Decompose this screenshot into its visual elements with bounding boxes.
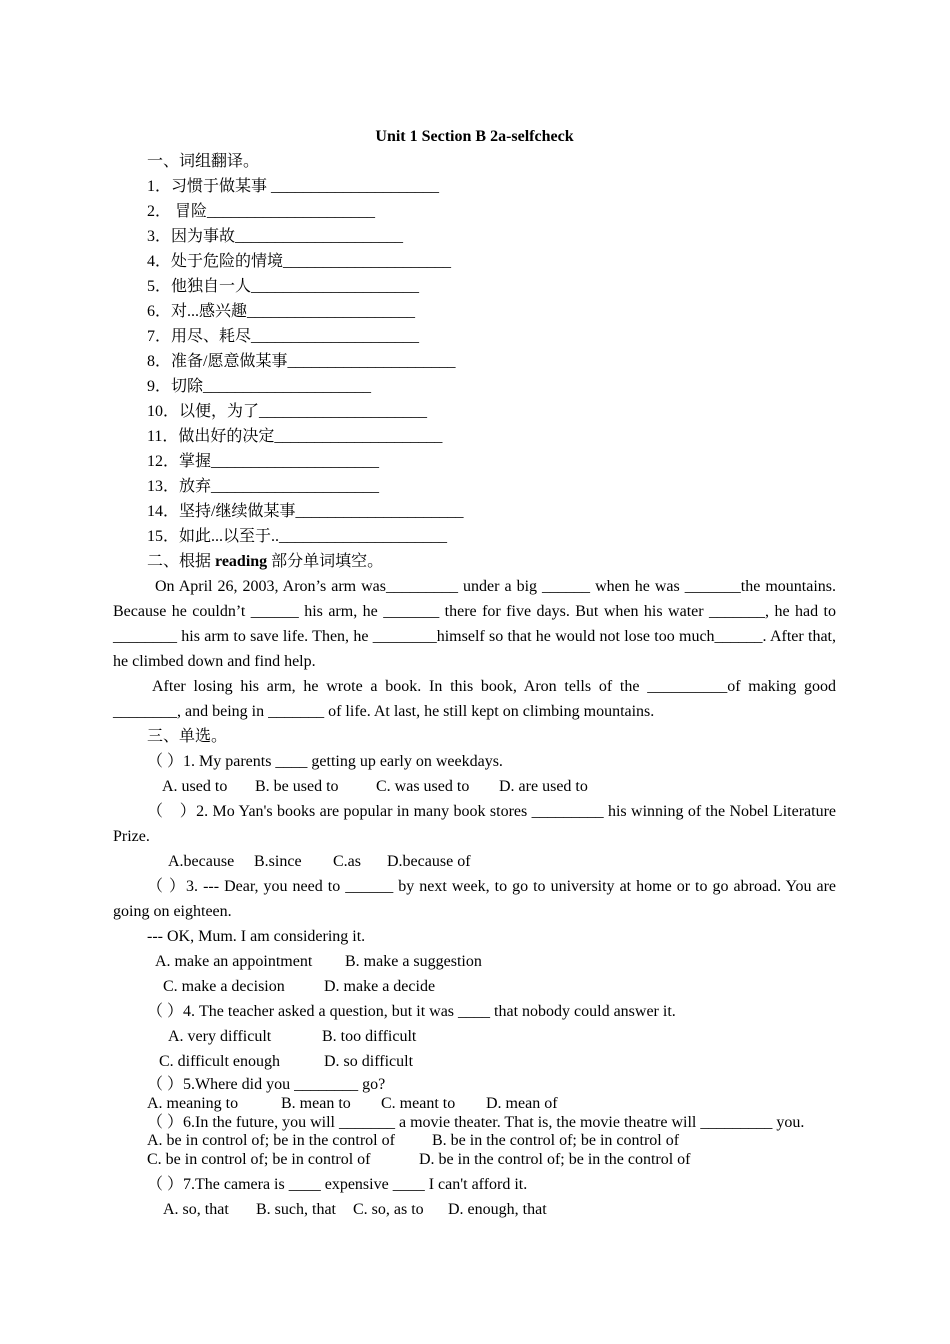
question-3: （ ）3. --- Dear, you need to ______ by next week, to go to university at home or to go abroad. You are going on eighteen. bbox=[113, 878, 836, 920]
phrase-item: 13．放弃_____________________ bbox=[147, 478, 380, 495]
question-5: （ ）5.Where did you ________ go? bbox=[147, 1076, 386, 1093]
option: B. such, that bbox=[256, 1201, 336, 1218]
reading-paragraph-2: After losing his arm, he wrote a book. In this book, Aron tells of the __________of making good ________, and being in _______ of life. At last, he still kept on climbing mountains. bbox=[113, 678, 836, 720]
question-6: （ ）6.In the future, you will _______ a movie theater. That is, the movie theatre will _________ you. bbox=[147, 1113, 805, 1131]
worksheet-page bbox=[113, 124, 836, 1222]
option: C. difficult enough bbox=[159, 1053, 281, 1070]
phrase-item: 3．因为事故_____________________ bbox=[147, 228, 404, 245]
option: D. so difficult bbox=[324, 1053, 414, 1070]
option: D. be in the control of; be in the control of bbox=[419, 1150, 691, 1168]
question-3-options-row1 bbox=[113, 949, 836, 974]
question-6-options-row2 bbox=[113, 1151, 836, 1170]
phrase-item: 11．做出好的决定_____________________ bbox=[147, 428, 443, 445]
page-title: Unit 1 Section B 2a-selfcheck bbox=[375, 128, 574, 145]
section1-heading: 一、词组翻译。 bbox=[147, 153, 260, 170]
question-3-options-row2 bbox=[113, 974, 836, 999]
option: B. be used to bbox=[255, 778, 339, 795]
question-6-options-row1 bbox=[113, 1132, 836, 1151]
option: D. are used to bbox=[499, 778, 588, 795]
phrase-item: 4．处于危险的情境_____________________ bbox=[147, 253, 452, 270]
question-3-reply: --- OK, Mum. I am considering it. bbox=[147, 928, 366, 945]
option: D. mean of bbox=[486, 1095, 558, 1112]
option: A. make an appointment bbox=[155, 953, 313, 970]
phrase-item: 14．坚持/继续做某事_____________________ bbox=[147, 503, 464, 520]
phrase-item: 8．准备/愿意做某事_____________________ bbox=[147, 353, 456, 370]
question-2-options bbox=[113, 849, 836, 874]
question-7: （ ）7.The camera is ____ expensive ____ I can't afford it. bbox=[147, 1176, 528, 1193]
option: A. used to bbox=[162, 778, 228, 795]
option: B. be in the control of; be in control of bbox=[432, 1132, 680, 1149]
option: A. very difficult bbox=[168, 1028, 272, 1045]
option: A.because bbox=[168, 853, 235, 870]
phrase-item: 9．切除_____________________ bbox=[147, 378, 372, 395]
option: A. so, that bbox=[163, 1201, 229, 1218]
reading-paragraph-1: On April 26, 2003, Aron’s arm was_________ under a big ______ when he was _______the mountains. Because he couldn’t ______ his arm, he _______ there for five days. But when his water _______, he had to ________ his arm to save life. Then, he ________himself so that he would not lose too much______. After that, he climbed down and find help. bbox=[113, 578, 836, 670]
section2-heading-post: 部分单词填空。 bbox=[267, 553, 384, 570]
phrase-item: 7．用尽、耗尽_____________________ bbox=[147, 328, 420, 345]
option: B. too difficult bbox=[322, 1028, 417, 1045]
option: C. so, as to bbox=[353, 1201, 424, 1218]
option: C. make a decision bbox=[163, 978, 285, 995]
option: D.because of bbox=[387, 853, 471, 870]
phrase-item: 1．习惯于做某事 _____________________ bbox=[147, 178, 440, 195]
phrase-item: 6．对...感兴趣_____________________ bbox=[147, 303, 416, 320]
option: C. meant to bbox=[381, 1095, 456, 1112]
section2-heading bbox=[113, 549, 836, 574]
question-1-options bbox=[113, 774, 836, 799]
question-7-options bbox=[113, 1197, 836, 1222]
question-1: （ ）1. My parents ____ getting up early on weekdays. bbox=[147, 753, 503, 770]
option: B.since bbox=[254, 853, 302, 870]
option: B. mean to bbox=[281, 1095, 351, 1112]
question-4: （ ）4. The teacher asked a question, but it was ____ that nobody could answer it. bbox=[147, 1003, 676, 1020]
phrase-item: 5．他独自一人_____________________ bbox=[147, 278, 420, 295]
section2-heading-pre: 二、根据 bbox=[147, 553, 216, 570]
question-2: （ ）2. Mo Yan's books are popular in many book stores _________ his winning of the Nobel Literature Prize. bbox=[113, 803, 836, 845]
phrase-item: 15．如此...以至于.._____________________ bbox=[147, 528, 448, 545]
phrase-item: 12．掌握_____________________ bbox=[147, 453, 380, 470]
question-5-options bbox=[113, 1095, 836, 1114]
option: D. make a decide bbox=[324, 978, 436, 995]
option: D. enough, that bbox=[448, 1201, 547, 1218]
option: A. be in control of; be in the control of bbox=[147, 1132, 395, 1149]
section3-heading: 三、单选。 bbox=[147, 728, 228, 745]
phrase-item: 10．以便，为了_____________________ bbox=[147, 403, 428, 420]
option: C. was used to bbox=[376, 778, 470, 795]
option: B. make a suggestion bbox=[345, 953, 482, 970]
phrase-item: 2． 冒险_____________________ bbox=[147, 203, 376, 220]
option: A. meaning to bbox=[147, 1095, 239, 1112]
question-4-options-row1 bbox=[113, 1024, 836, 1049]
question-4-options-row2 bbox=[113, 1049, 836, 1074]
section2-heading-bold: reading bbox=[215, 553, 268, 570]
option: C.as bbox=[333, 853, 361, 870]
option: C. be in control of; be in control of bbox=[147, 1150, 371, 1168]
